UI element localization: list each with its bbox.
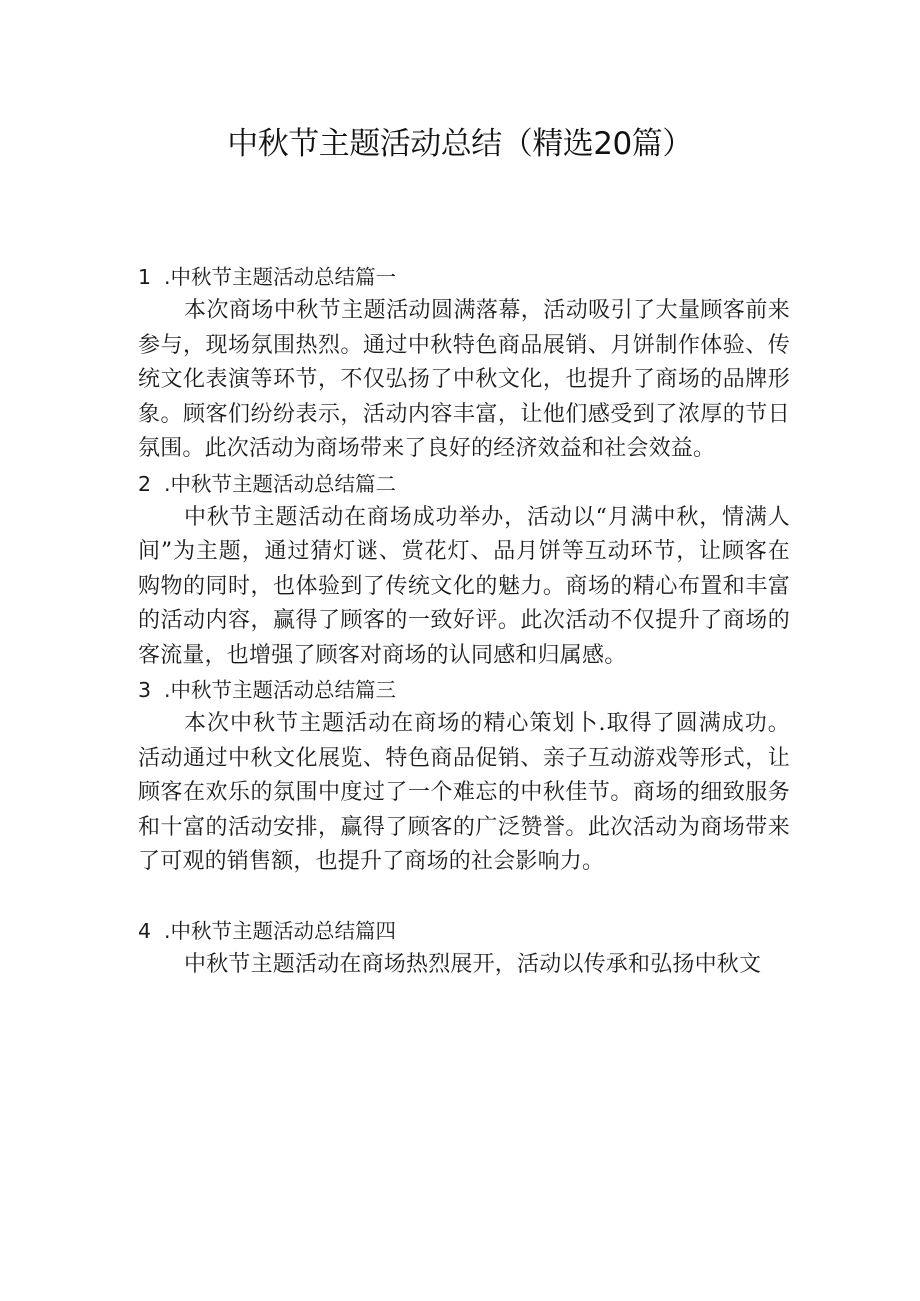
section-number: 4 <box>138 918 152 943</box>
section-paragraph: 中秋节主题活动在商场热烈展开，活动以传承和弘扬中秋文 <box>184 951 762 977</box>
section-heading <box>138 673 790 707</box>
document-body <box>138 260 790 982</box>
section-number: 1 <box>138 265 152 289</box>
document-title: 中秋节主题活动总结（精选20篇） <box>227 126 693 162</box>
section-heading-text: .中秋节主题活动总结篇四 <box>164 918 397 943</box>
section-number: 3 <box>138 678 152 702</box>
section-2 <box>138 467 790 674</box>
section-paragraph: 本次中秋节主题活动在商场的精心策划卜.取得了圆满成功。活动通过中秋文化展览、特色商品促销、亲子互动游戏等形式，让顾客在欢乐的氛围中度过了一个难忘的中秋佳节。商场的细致服务和十富的活动安排，赢得了顾客的广泛赞誉。此次活动为商场带来了可观的销售额，也提升了商场的社会影响力。 <box>138 711 790 874</box>
section-heading-text: .中秋节主题活动总结篇二 <box>164 471 397 496</box>
section-heading <box>138 260 790 294</box>
section-4 <box>138 914 790 983</box>
section-heading-text: .中秋节主题活动总结篇一 <box>164 265 397 289</box>
section-heading <box>138 914 790 948</box>
section-3 <box>138 673 790 880</box>
section-heading <box>138 467 790 501</box>
section-heading-text: .中秋节主题活动总结篇三 <box>164 678 397 702</box>
section-spacer <box>138 880 790 914</box>
section-paragraph: 中秋节主题活动在商场成功举办，活动以“月满中秋，情满人间”为主题，通过猜灯谜、赏花灯、品月饼等互动环节，让顾客在购物的同时，也体验到了传统文化的魅力。商场的精心布置和丰富的活动内容，赢得了顾客的一致好评。此次活动不仅提升了商场的客流量，也增强了顾客对商场的认同感和归属感。 <box>138 504 790 668</box>
section-1 <box>138 260 790 467</box>
section-paragraph: 本次商场中秋节主题活动圆满落幕，活动吸引了大量顾客前来参与，现场氛围热烈。通过中秋特色商品展销、月饼制作体验、传统文化表演等环节，不仅弘扬了中秋文化，也提升了商场的品牌形象。顾客们纷纷表示，活动内容丰富，让他们感受到了浓厚的节日氛围。此次活动为商场带来了良好的经济效益和社会效益。 <box>138 298 790 461</box>
section-number: 2 <box>138 471 152 496</box>
